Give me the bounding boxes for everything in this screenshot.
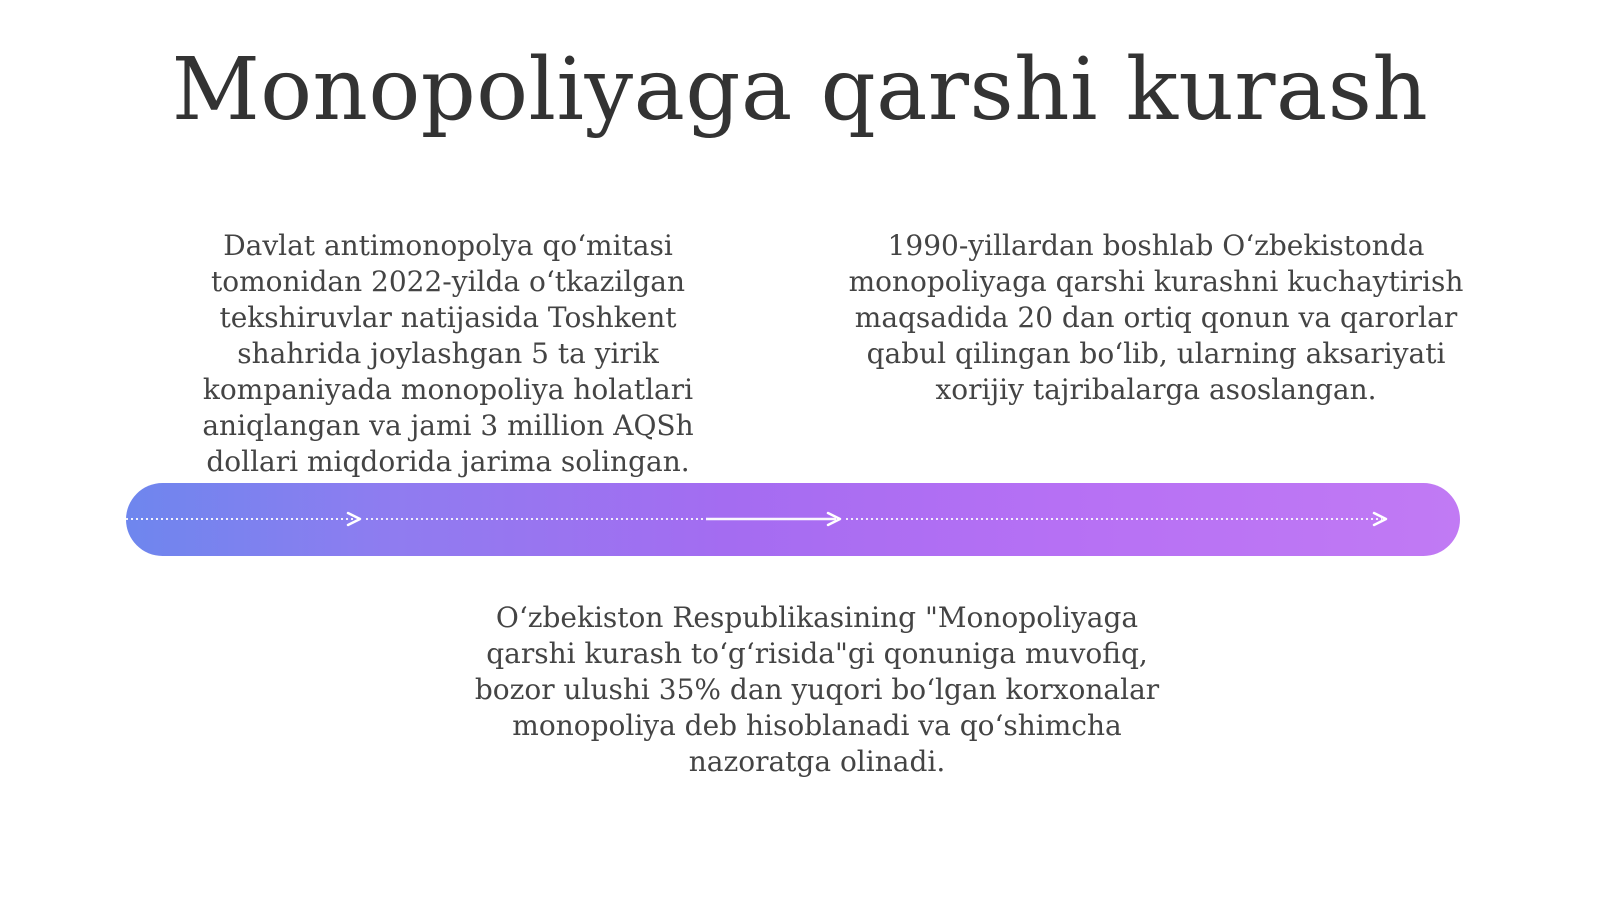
text-block-bottom: O‘zbekiston Respublikasining "Monopoliyaga qarshi kurash to‘g‘risida"gi qonuniga muvofiq, bozor ulushi 35% dan yuqori bo‘lgan korxonalar monopoliya deb hisoblanadi va qo‘shimcha nazoratga olinadi.	[474, 601, 1160, 778]
text-block-right: 1990-yillardan boshlab O‘zbekistonda monopoliyaga qarshi kurashni kuchaytirish maqsadida 20 dan ortiq qonun va qarorlar qabul qilingan bo‘lib, ularning aksariyati xorijiy tajribalarga asoslangan.	[848, 229, 1464, 406]
arrow-right-icon	[1374, 513, 1386, 525]
text-block-left: Davlat antimonopolya qo‘mitasi tomonidan 2022-yilda o‘tkazilgan tekshiruvlar natijasida Toshkent shahrida joylashgan 5 ta yirik kompaniyada monopoliya holatlari aniqlangan va jami 3 million AQSh dollari miqdorida jarima solingan.	[202, 229, 694, 478]
slide-title: Monopoliyaga qarshi kurash	[171, 40, 1429, 140]
timeline-arrows	[126, 483, 1460, 556]
arrow-right-icon	[348, 513, 360, 525]
timeline-bar	[126, 483, 1460, 556]
